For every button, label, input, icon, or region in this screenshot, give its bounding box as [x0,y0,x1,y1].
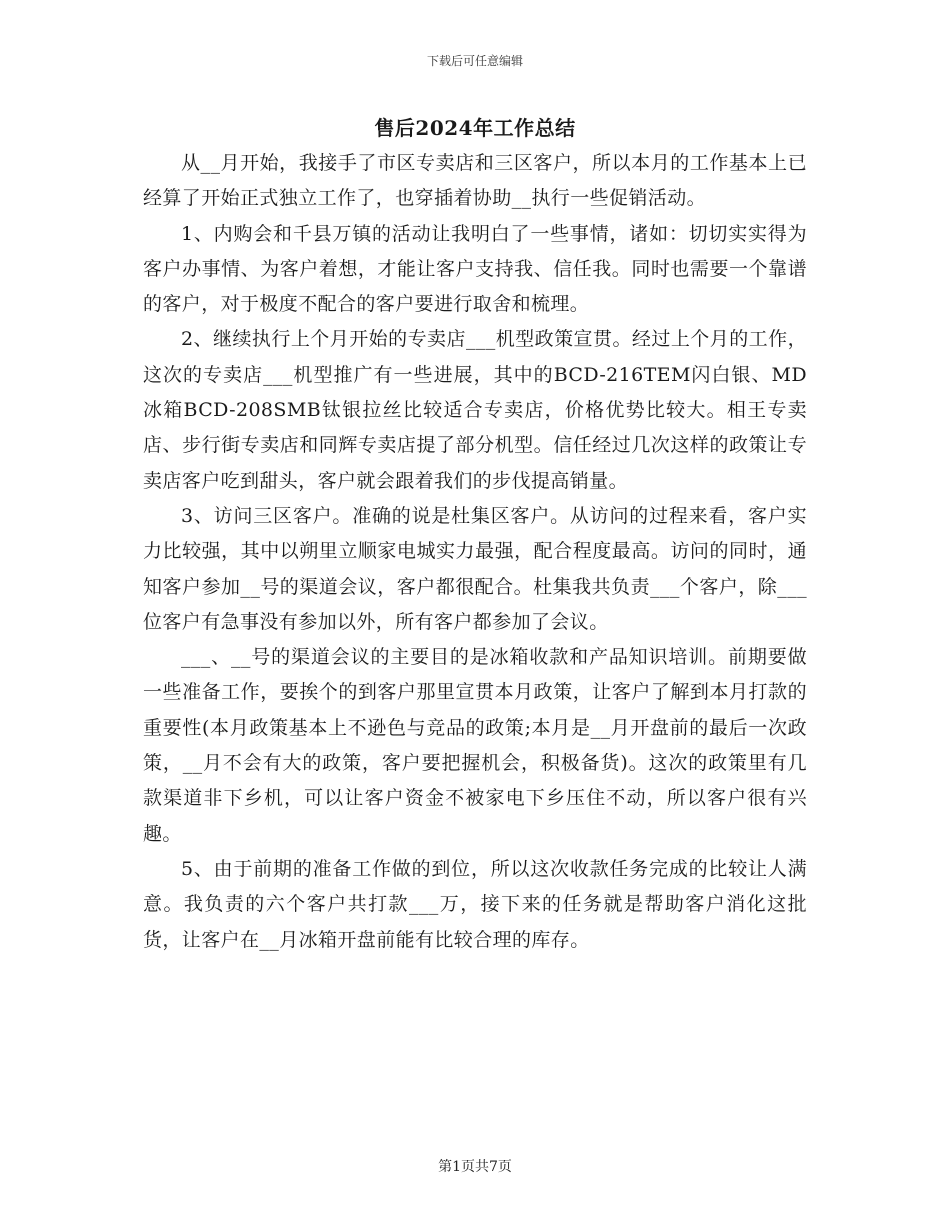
page-header-note: 下载后可任意编辑 [426,54,523,68]
document-title: 售后2024年工作总结 [374,116,576,140]
paragraph-4: ___、__号的渠道会议的主要目的是冰箱收款和产品知识培训。前期要做一些准备工作，要挨个的到客户那里宣贯本月政策，让客户了解到本月打款的重要性(本月政策基本上不逊色与竞品的政策;本月是__月开盘前的最后一次政策，__月不会有大的政策，客户要把握机会，积极备货)。这次的政策里有几款渠道非下乡机，可以让客户资金不被家电下乡压住不动，所以客户很有兴趣。 [143,646,807,845]
paragraph-2: 2、继续执行上个月开始的专卖店___机型政策宣贯。经过上个月的工作，这次的专卖店___机型推广有一些进展，其中的BCD-216TEM闪白银、MD冰箱BCD-208SMB钛银拉丝比较适合专卖店，价格优势比较大。相王专卖店、步行街专卖店和同辉专卖店提了部分机型。信任经过几次这样的政策让专卖店客户吃到甜头，客户就会跟着我们的步伐提高销量。 [143,328,807,492]
paragraph-3: 3、访问三区客户。准确的说是杜集区客户。从访问的过程来看，客户实力比较强，其中以朔里立顺家电城实力最强，配合程度最高。访问的同时，通知客户参加__号的渠道会议，客户都很配合。杜集我共负责___个客户，除___位客户有急事没有参加以外，所有客户都参加了会议。 [143,504,807,633]
paragraph-5: 5、由于前期的准备工作做的到位，所以这次收款任务完成的比较让人满意。我负责的六个客户共打款___万，接下来的任务就是帮助客户消化这批货，让客户在__月冰箱开盘前能有比较合理的库存。 [143,857,807,951]
document-body [143,146,807,958]
page-number-footer: 第1页共7页 [438,1159,512,1175]
paragraph-intro: 从__月开始，我接手了市区专卖店和三区客户，所以本月的工作基本上已经算了开始正式独立工作了，也穿插着协助__执行一些促销活动。 [143,152,807,210]
paragraph-1: 1、内购会和千县万镇的活动让我明白了一些事情，诸如：切切实实得为客户办事情、为客户着想，才能让客户支持我、信任我。同时也需要一个靠谱的客户，对于极度不配合的客户要进行取舍和梳理。 [143,222,807,316]
